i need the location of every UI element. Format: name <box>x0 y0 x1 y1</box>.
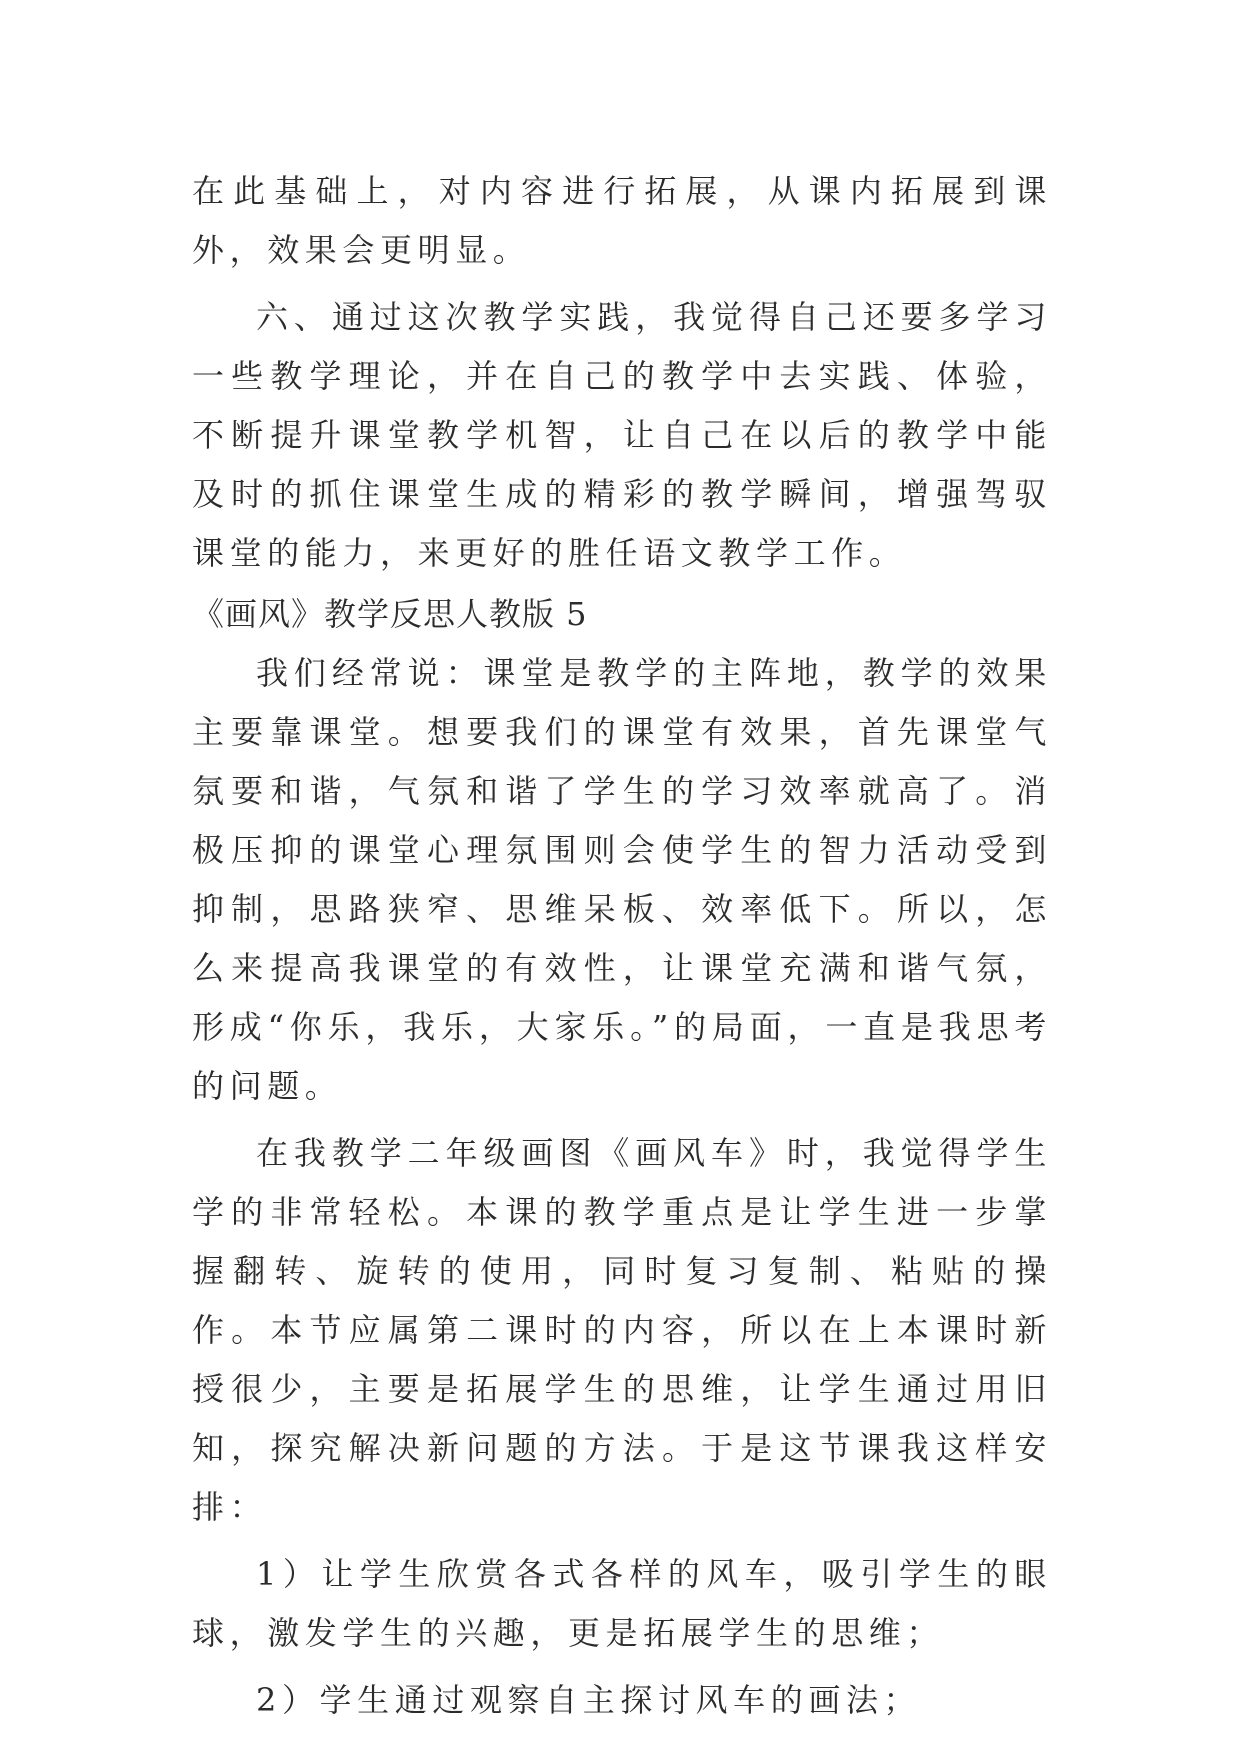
paragraph-continuation: 在此基础上，对内容进行拓展，从课内拓展到课外，效果会更明显。 <box>192 172 1052 269</box>
section-heading: 《画风》教学反思人教版 5 <box>192 595 588 633</box>
paragraph-section-six: 六、通过这次教学实践，我觉得自己还要多学习一些教学理论，并在自己的教学中去实践、体验，不断提升课堂教学机智，让自己在以后的教学中能及时的抓住课堂生成的精彩的教学瞬间，增强驾驭课堂的能力，来更好的胜任语文教学工作。 <box>192 298 1052 572</box>
paragraph-classroom-atmosphere: 我们经常说：课堂是教学的主阵地，教学的效果主要靠课堂。想要我们的课堂有效果，首先课堂气氛要和谐，气氛和谐了学生的学习效率就高了。消极压抑的课堂心理氛围则会使学生的智力活动受到抑制，思路狭窄、思维呆板、效率低下。所以，怎么来提高我课堂的有效性，让课堂充满和谐气氛，形成“你乐，我乐，大家乐。”的局面，一直是我思考的问题。 <box>192 654 1052 1105</box>
document-body <box>192 162 1052 1730</box>
list-item-step-2: 2）学生通过观察自主探讨风车的画法； <box>256 1681 922 1719</box>
paragraph-windmill-lesson: 在我教学二年级画图《画风车》时，我觉得学生学的非常轻松。本课的教学重点是让学生进一步掌握翻转、旋转的使用，同时复习复制、粘贴的操作。本节应属第二课时的内容，所以在上本课时新授很少，主要是拓展学生的思维，让学生通过用旧知，探究解决新问题的方法。于是这节课我这样安排： <box>192 1134 1052 1526</box>
list-item-step-1: 1）让学生欣赏各式各样的风车，吸引学生的眼球，激发学生的兴趣，更是拓展学生的思维； <box>192 1555 1052 1652</box>
